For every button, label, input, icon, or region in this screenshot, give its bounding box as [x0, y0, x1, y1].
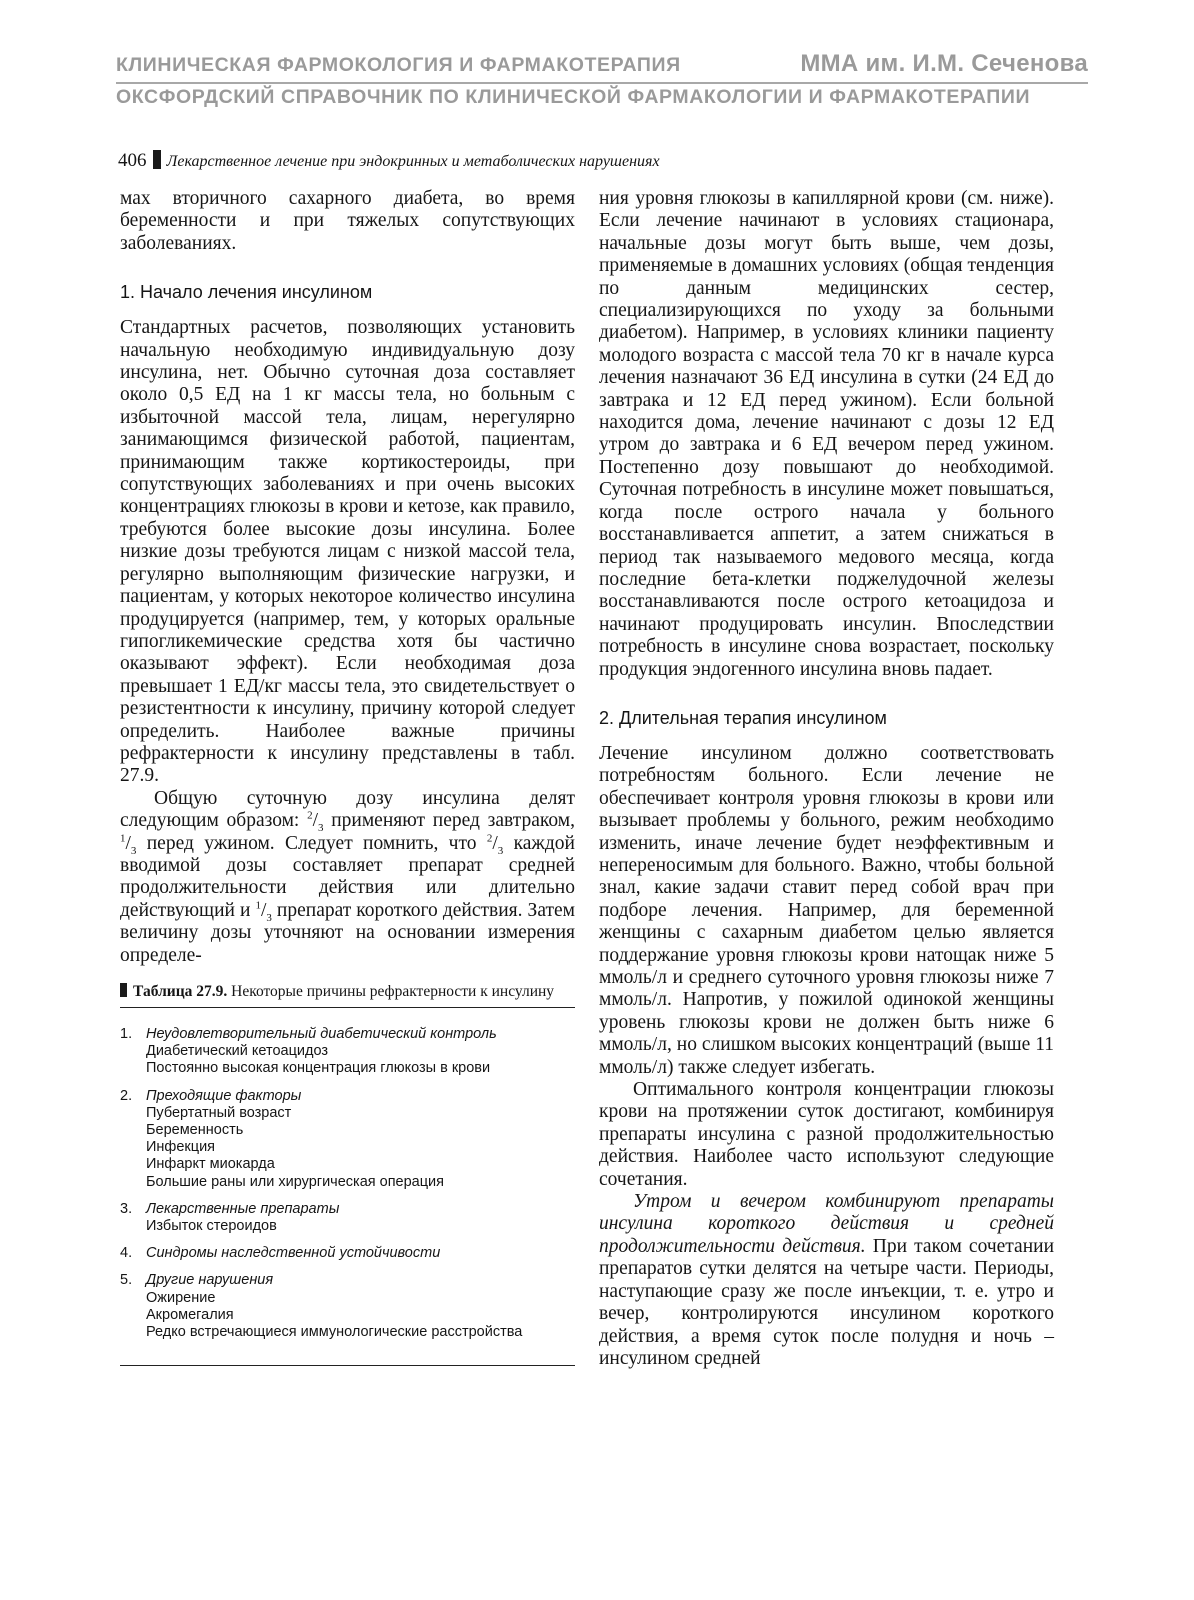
table-item: Ожирение [146, 1289, 216, 1306]
document-header-line1 [116, 50, 1088, 82]
table-group-number: 1. [120, 1026, 133, 1042]
section1-paragraph: Стандартных расчетов, позволяющих установить начальную необходимую индивидуальную дозу инсулина, нет. Обычно суточная доза составляет около 0,5 ЕД на 1 кг массы тела, но больным с избыточной массой тела, лицам, нерегулярно занимающимся физической работой, пациентам, принимающим также кортикостероиды, при сопутствующих заболеваниях и при очень высоких концентрациях глюкозы в крови и кетозе, как правило, требуются более высокие дозы инсулина. Более низкие дозы требуются лицам с низкой массой тела, регулярно выполняющим физические нагрузки, и пациентам, у которых некоторое количество инсулина продуцируется (например, тем, у которых оральные гипогликемические средства хотя бы частично оказывают эффект). Если необходимая доза превышает 1 ЕД/кг массы тела, это свидетельствует о резистентности к инсулину, причину которой следует определить. Наиболее важные причины рефрактерности к инсулину представлены в табл. 27.9. [120, 317, 575, 787]
header-institution: ММА им. И.М. Сеченова [800, 50, 1088, 77]
table-label: Таблица 27.9. [133, 983, 228, 1000]
dose-split-paragraph: Общую суточную дозу инсулина делят следующим образом: $^2/_3$ применяют перед завтраком, $^1/_3$ перед ужином. Следует помнить, что $^2/_3$ каждой вводимой дозы составляет препарат средней продолжительности действия или длительно действующий и $^1/_3$ препарат короткого действия. Затем величину дозы уточняют на основании измерения определе- [120, 787, 575, 966]
header-course-title: КЛИНИЧЕСКАЯ ФАРМОКОЛОГИЯ И ФАРМАКОТЕРАПИЯ [116, 54, 681, 76]
table-item: Избыток стероидов [146, 1218, 277, 1235]
table-title: Некоторые причины рефрактерности к инсулину [231, 983, 555, 1000]
table-group-number: 4. [120, 1245, 133, 1262]
table-group-title: Преходящие факторы [146, 1087, 302, 1104]
table-group-title: Неудовлетворительный диабетический контроль [146, 1026, 497, 1042]
table-group-number: 2. [120, 1087, 133, 1104]
combination-emphasis: Утром и вечером комбинируют препараты инсулина короткого действия и средней продолжительности действия. [599, 1191, 1054, 1257]
table-group [120, 1201, 575, 1235]
table-group-title: Лекарственные препараты [146, 1200, 340, 1217]
table-item: Инфекция [146, 1139, 216, 1156]
right-column [599, 188, 1054, 1370]
table-group-title: Другие нарушения [146, 1272, 274, 1289]
table-group-title: Синдромы наследственной устойчивости [146, 1245, 441, 1262]
header-book-title: ОКСФОРДСКИЙ СПРАВОЧНИК ПО КЛИНИЧЕСКОЙ ФАРМАКОЛОГИИ И ФАРМАКОТЕРАПИИ [116, 86, 1031, 108]
table-item: Беременность [146, 1122, 244, 1139]
table-body [120, 1026, 575, 1366]
section2-paragraph2: Оптимального контроля концентрации глюкозы крови на протяжении суток достигают, комбинируя препараты инсулина с разной продолжительностью действия. Наиболее часто используют следующие сочетания. [599, 1079, 1054, 1190]
continued-paragraph: ния уровня глюкозы в капиллярной крови (см. ниже). Если лечение начинают в условиях стационара, начальные дозы могут быть выше, чем дозы, применяемые в домашних условиях (общая тенденция по данным медицинских сестер, специализирующихся по уходу за больными диабетом). Например, в условиях клиники пациенту молодого возраста с массой тела 70 кг в начале курса лечения назначают 36 ЕД инсулина в сутки (24 ЕД до завтрака и 12 ЕД перед ужином). Если больной находится дома, лечение начинают с дозы 12 ЕД утром до завтрака и 6 ЕД вечером перед ужином. Постепенно дозу повышают до необходимой. Суточная потребность в инсулине может повышаться, когда после острого начала у больного восстанавливается аппетит, а затем снижаться в период так называемого медового месяца, когда последние бета-клетки поджелудочной железы восстанавливаются после острого кетоацидоза и начинают продуцировать инсулин. Впоследствии потребность в инсулине снова возрастает, поскольку продукция эндогенного инсулина вновь падает. [599, 188, 1054, 680]
table-group [120, 1272, 575, 1341]
table-group [120, 1245, 575, 1262]
table-item: Инфаркт миокарда [146, 1156, 275, 1173]
table-item: Большие раны или хирургическая операция [146, 1173, 445, 1190]
section2-paragraph1: Лечение инсулином должно соответствовать потребностям больного. Если лечение не обеспечивает контроля уровня глюкозы в крови или вызывает проблемы у больного, режим необходимо изменить, иначе лечение будет неэффективным и непереносимым для больного. Важно, чтобы больной знал, какие задачи ставит перед собой врач при подборе лечения. Например, для беременной женщины с сахарным диабетом целью является поддержание уровня глюкозы крови натощак ниже 5 ммоль/л и среднего суточного уровня глюкозы ниже 7 ммоль/л. Напротив, у пожилой одинокой женщины уровень глюкозы крови не должен быть ниже 6 ммоль/л, но слишком высоких концентраций (выше 11 ммоль/л) также следует избегать. [599, 742, 1054, 1078]
chapter-title: Лекарственное лечение при эндокринных и метаболических нарушениях [166, 153, 660, 170]
table-marker-icon [120, 983, 127, 997]
table-item: Пубертатный возраст [146, 1104, 292, 1121]
page-number: 406 [118, 150, 147, 171]
table-item: Редко встречающиеся иммунологические расстройства [146, 1324, 523, 1341]
table-item: Диабетический кетоацидоз [146, 1043, 329, 1060]
table-caption [120, 983, 575, 1008]
section2-heading: 2. Длительная терапия инсулином [599, 707, 887, 728]
section1-heading: 1. Начало лечения инсулином [120, 282, 373, 303]
table-item: Постоянно высокая концентрация глюкозы в крови [146, 1060, 491, 1077]
left-column [120, 188, 575, 1366]
table-item: Акромегалия [146, 1306, 234, 1323]
table-group [120, 1026, 575, 1078]
intro-paragraph: мах вторичного сахарного диабета, во время беременности и при тяжелых сопутствующих заболеваниях. [120, 188, 575, 254]
running-head [118, 150, 660, 172]
header-divider [116, 82, 1088, 84]
section2-paragraph3: Утром и вечером комбинируют препараты инсулина короткого действия и средней продолжительности действия. При таком сочетании препаратов сутки делятся на четыре части. Периоды, наступающие сразу же после инъекции, т. е. утро и вечер, контролируются инсулином короткого действия, а время суток после полудня и ночь – инсулином средней [599, 1191, 1055, 1369]
table-group-number: 3. [120, 1200, 133, 1217]
table-group [120, 1088, 575, 1191]
section-marker-icon [153, 150, 161, 169]
table-group-number: 5. [120, 1272, 133, 1289]
